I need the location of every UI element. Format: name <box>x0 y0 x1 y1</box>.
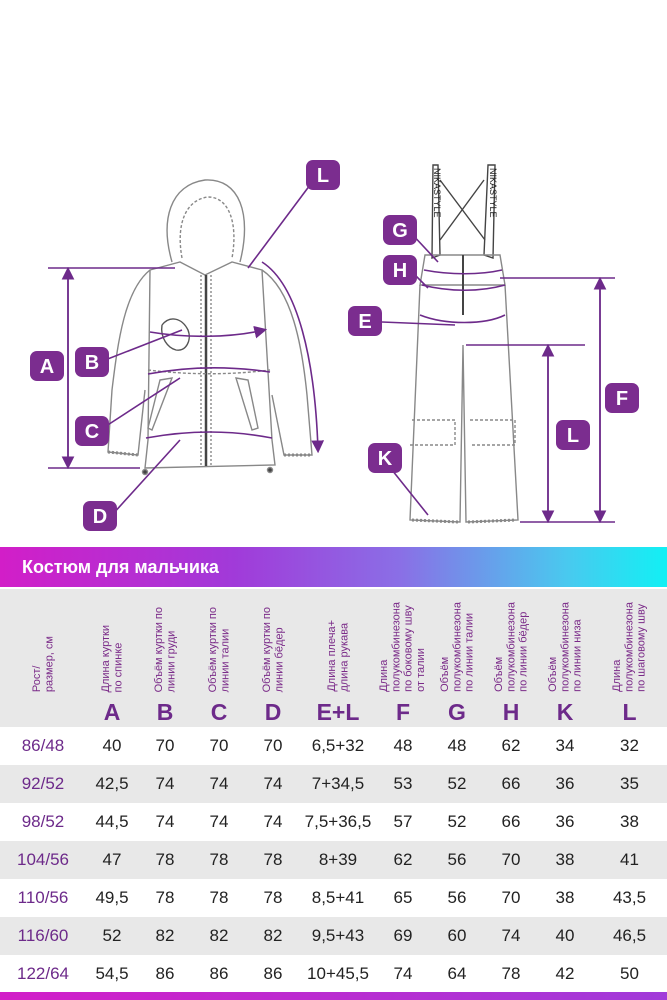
column-letter: G <box>448 698 466 725</box>
measurement-cell: 32 <box>620 736 639 755</box>
measurement-cell: 86 <box>155 964 175 983</box>
title-banner <box>0 547 667 587</box>
measurement-cell: 49,5 <box>95 888 129 907</box>
measurement-cell: 78 <box>155 888 175 907</box>
measurement-cell: 74 <box>209 774 229 793</box>
column-letter: A <box>103 698 121 725</box>
measurement-cell: 78 <box>209 888 229 907</box>
page-title: Костюм для мальчика <box>22 556 219 577</box>
measurement-cell: 86 <box>209 964 229 983</box>
measurement-cell: 74 <box>209 812 229 831</box>
column-description-text: Объём куртки по линии груди <box>152 606 177 692</box>
measurement-cell: 86 <box>263 964 283 983</box>
measurement-cell: 64 <box>447 964 467 983</box>
measurement-cell: 38 <box>620 812 639 831</box>
measurement-cell: 70 <box>263 736 283 755</box>
table-row <box>0 727 667 765</box>
column-letter: B <box>156 698 174 725</box>
measurement-cell: 35 <box>620 774 639 793</box>
measurement-cell: 42 <box>555 964 575 983</box>
svg-text:F: F <box>615 388 629 410</box>
column-description <box>592 589 667 697</box>
measurement-cell: 78 <box>155 850 175 869</box>
measurement-cell: 78 <box>501 964 521 983</box>
column-description <box>246 589 300 697</box>
measurement-cell: 70 <box>155 736 175 755</box>
size-cell: 98/52 <box>21 812 65 831</box>
column-letter: E+L <box>316 698 360 725</box>
measurement-cell: 70 <box>501 850 521 869</box>
column-letter: D <box>264 698 282 725</box>
measurement-cell: 42,5 <box>95 774 129 793</box>
column-description-text: Объём куртки по линии талии <box>206 606 231 692</box>
label-badge-g <box>383 215 417 245</box>
measurement-cell: 44,5 <box>95 812 129 831</box>
column-description <box>138 589 192 697</box>
label-badge-h <box>383 255 417 285</box>
svg-text:E: E <box>358 311 372 333</box>
column-description <box>376 589 430 697</box>
measurement-cell: 47 <box>102 850 122 869</box>
measurement-cell: 78 <box>263 888 283 907</box>
table-row <box>0 955 667 993</box>
svg-text:H: H <box>392 260 408 282</box>
measurement-cell: 60 <box>447 926 467 945</box>
measurement-cell: 57 <box>393 812 413 831</box>
measurement-cell: 82 <box>263 926 283 945</box>
column-description-text: Объём полукомбинезона по линии бёдер <box>492 602 530 692</box>
measurement-cell: 74 <box>155 812 175 831</box>
svg-text:L: L <box>566 425 580 447</box>
svg-text:B: B <box>84 352 100 374</box>
column-description-text: Длина полукомбинезона по шаговому шву <box>611 602 648 692</box>
column-description <box>484 589 538 697</box>
measurement-cell: 62 <box>501 736 521 755</box>
header-description-row <box>0 589 667 697</box>
measurement-cell: 74 <box>263 812 283 831</box>
table-row <box>0 841 667 879</box>
label-badge-a <box>30 351 64 381</box>
column-description <box>86 589 138 697</box>
table-row <box>0 917 667 955</box>
column-description-text: Объём куртки по линии бёдер <box>260 606 285 692</box>
measurement-cell: 36 <box>555 774 575 793</box>
svg-text:D: D <box>92 506 108 528</box>
label-badge-f <box>605 383 639 413</box>
svg-text:A: A <box>39 356 55 378</box>
svg-text:G: G <box>392 220 408 242</box>
column-description-text: Рост/ размер, см <box>30 635 55 692</box>
pants-drawing <box>410 165 518 522</box>
measurement-cell: 48 <box>393 736 413 755</box>
measurement-cell: 78 <box>263 850 283 869</box>
measurement-cell: 82 <box>155 926 175 945</box>
measurement-cell: 10+45,5 <box>307 964 369 983</box>
column-letter: F <box>395 698 411 725</box>
column-letter: H <box>502 698 520 725</box>
size-cell: 110/56 <box>17 888 69 907</box>
measurement-cell: 69 <box>393 926 413 945</box>
label-badge-c <box>75 416 109 446</box>
measurement-cell: 9,5+43 <box>311 926 365 945</box>
column-description-text: Объём полукомбинезона по линии низа <box>546 602 584 692</box>
measurement-cell: 52 <box>447 774 467 793</box>
measurement-cell: 43,5 <box>612 888 647 907</box>
size-cell: 86/48 <box>21 736 65 755</box>
label-badge-b <box>75 347 109 377</box>
column-description <box>430 589 484 697</box>
svg-text:C: C <box>84 421 100 443</box>
measurement-cell: 65 <box>393 888 413 907</box>
measurement-cell: 74 <box>393 964 413 983</box>
column-description-text: Длина плеча+ длина рукава <box>325 620 350 692</box>
measurement-cell: 41 <box>620 850 639 869</box>
measurement-cell: 7,5+36,5 <box>304 812 372 831</box>
measurement-cell: 48 <box>447 736 467 755</box>
label-badge-k <box>368 443 402 473</box>
measurement-cell: 52 <box>447 812 467 831</box>
measurement-cell: 40 <box>102 736 122 755</box>
size-cell: 104/56 <box>17 850 69 869</box>
measurement-cell: 74 <box>155 774 175 793</box>
header-letter-row <box>0 697 667 727</box>
measurement-cell: 34 <box>555 736 575 755</box>
measurement-cell: 82 <box>209 926 229 945</box>
measurement-cell: 66 <box>501 774 521 793</box>
measurement-cell: 70 <box>501 888 521 907</box>
measurement-cell: 52 <box>102 926 122 945</box>
column-letter: C <box>210 698 228 725</box>
measurement-cell: 54,5 <box>95 964 129 983</box>
size-rows <box>0 727 667 993</box>
table-row <box>0 879 667 917</box>
measurement-cell: 6,5+32 <box>311 736 365 755</box>
bottom-accent-bar <box>0 992 667 1000</box>
svg-text:L: L <box>316 165 330 187</box>
size-cell: 92/52 <box>21 774 65 793</box>
column-letter: L <box>622 698 637 725</box>
table-row <box>0 765 667 803</box>
label-badge-e <box>348 306 382 336</box>
measurement-cell: 74 <box>263 774 283 793</box>
measurement-cell: 56 <box>447 850 467 869</box>
column-description-text: Длина полукомбинезона по боковому шву от талии <box>378 602 428 692</box>
column-letter: K <box>556 698 574 725</box>
measurement-cell: 38 <box>555 850 575 869</box>
table-row <box>0 803 667 841</box>
column-description <box>538 589 592 697</box>
column-description <box>300 589 376 697</box>
measurement-cell: 53 <box>393 774 413 793</box>
column-letter <box>0 697 86 727</box>
label-badge-l-jacket <box>306 160 340 190</box>
label-badge-l-pants <box>556 420 590 450</box>
measurement-cell: 56 <box>447 888 467 907</box>
measurement-cell: 36 <box>555 812 575 831</box>
brand-strap-right: NIKASTYLE <box>488 168 498 218</box>
measurement-cell: 8,5+41 <box>311 888 365 907</box>
size-cell: 116/60 <box>17 926 69 945</box>
label-badge-d <box>83 501 117 531</box>
measurement-cell: 62 <box>393 850 413 869</box>
svg-text:K: K <box>377 448 393 470</box>
column-description-text: Объём полукомбинезона по линии талии <box>438 602 476 692</box>
column-description <box>192 589 246 697</box>
brand-strap-left: NIKASTYLE <box>432 168 442 218</box>
column-description-text: Длина куртки по спинке <box>99 624 124 692</box>
measurement-cell: 50 <box>620 964 639 983</box>
measurement-cell: 46,5 <box>612 926 647 945</box>
measurement-cell: 74 <box>501 926 521 945</box>
column-description <box>0 589 86 697</box>
measurement-cell: 78 <box>209 850 229 869</box>
size-cell: 122/64 <box>17 964 69 983</box>
measurement-cell: 70 <box>209 736 229 755</box>
measurement-cell: 66 <box>501 812 521 831</box>
measurement-cell: 40 <box>555 926 575 945</box>
measurement-cell: 38 <box>555 888 575 907</box>
measurement-cell: 8+39 <box>318 850 358 869</box>
measurement-cell: 7+34,5 <box>311 774 365 793</box>
size-chart-table <box>0 589 667 993</box>
